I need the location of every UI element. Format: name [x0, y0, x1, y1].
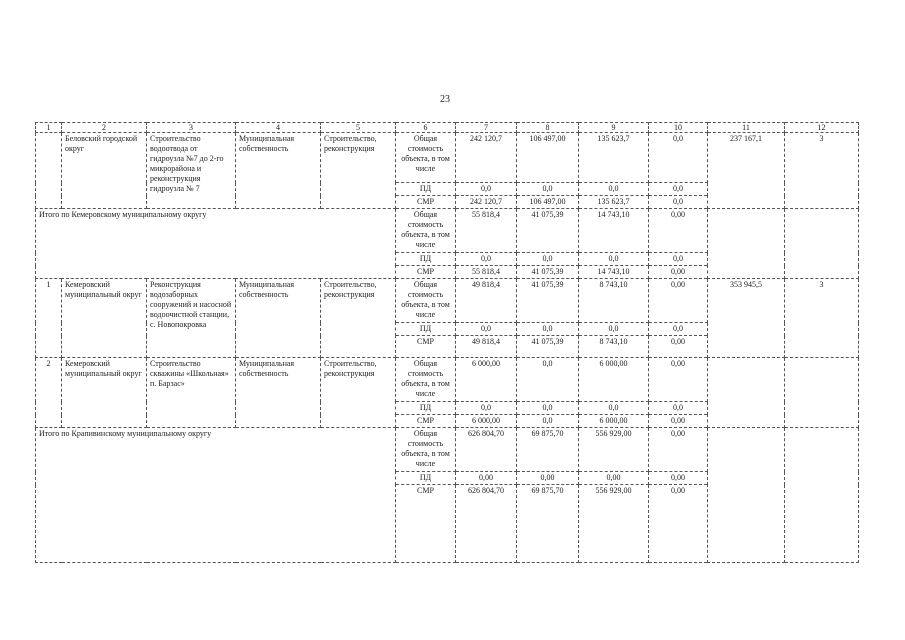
- value-cell: 0,0: [649, 323, 708, 336]
- value-cell: 0,0: [649, 253, 708, 266]
- cost-label-cell: СМР: [396, 336, 456, 358]
- cost-label-cell: СМР: [396, 196, 456, 209]
- empty-cell: [708, 209, 785, 279]
- value-cell: 242 120,7: [456, 196, 517, 209]
- value-cell: 0,0: [517, 323, 579, 336]
- value-cell: 6 000,00: [579, 358, 649, 402]
- total-label-cell: Итого по Крапивинскому муниципальному округу: [36, 428, 396, 563]
- value-cell: 6 000,00: [456, 415, 517, 428]
- cost-label-cell: ПД: [396, 472, 456, 485]
- cost-label-cell: СМР: [396, 266, 456, 279]
- value-cell: 0,0: [517, 183, 579, 196]
- value-cell: 0,0: [456, 183, 517, 196]
- value-cell: 14 743,10: [579, 209, 649, 253]
- table-row: [36, 358, 859, 402]
- page-number: 23: [440, 94, 450, 105]
- row-number-cell: [36, 133, 62, 209]
- column-number: 10: [649, 123, 708, 133]
- value-cell: 0,0: [456, 402, 517, 415]
- column-number: 12: [785, 123, 859, 133]
- column-number-row: [36, 123, 859, 133]
- table-row: [36, 279, 859, 323]
- value-cell: 0,0: [579, 323, 649, 336]
- empty-cell: [708, 428, 785, 563]
- value-cell: 3: [785, 133, 859, 209]
- value-cell: 0,0: [579, 253, 649, 266]
- column-number: 9: [579, 123, 649, 133]
- value-cell: 0,00: [649, 358, 708, 402]
- cost-label-cell: Общая стоимость объекта, в том числе: [396, 133, 456, 183]
- value-cell: 0,00: [649, 428, 708, 472]
- cost-label-cell: ПД: [396, 253, 456, 266]
- value-cell: 0,0: [456, 323, 517, 336]
- value-cell: 626 804,70: [456, 428, 517, 472]
- object-name-cell: Строительство скважины «Школьная» п. Барзас»: [147, 358, 236, 428]
- value-cell: 49 818,4: [456, 279, 517, 323]
- column-number: 5: [321, 123, 396, 133]
- cost-label-cell: ПД: [396, 402, 456, 415]
- value-cell: 626 804,70: [456, 485, 517, 563]
- value-cell: 0,0: [579, 183, 649, 196]
- value-cell: 0,00: [649, 485, 708, 563]
- column-number: 7: [456, 123, 517, 133]
- cost-label-cell: Общая стоимость объекта, в том числе: [396, 209, 456, 253]
- table-row: [36, 133, 859, 183]
- value-cell: 353 945,5: [708, 279, 785, 358]
- cost-label-cell: ПД: [396, 183, 456, 196]
- empty-cell: [785, 358, 859, 428]
- value-cell: 0,00: [649, 266, 708, 279]
- district-cell: Беловский городской округ: [62, 133, 147, 209]
- value-cell: 0,00: [649, 279, 708, 323]
- value-cell: 0,0: [649, 402, 708, 415]
- cost-label-cell: ПД: [396, 323, 456, 336]
- value-cell: 556 929,00: [579, 485, 649, 563]
- value-cell: 0,00: [649, 472, 708, 485]
- row-number-cell: 1: [36, 279, 62, 358]
- empty-cell: [785, 428, 859, 563]
- column-number: 11: [708, 123, 785, 133]
- cost-label-cell: Общая стоимость объекта, в том числе: [396, 279, 456, 323]
- column-number: 6: [396, 123, 456, 133]
- empty-cell: [785, 209, 859, 279]
- value-cell: 242 120,7: [456, 133, 517, 183]
- value-cell: 0,0: [649, 133, 708, 183]
- value-cell: 41 075,39: [517, 266, 579, 279]
- district-cell: Кемеровский муниципальный округ: [62, 279, 147, 358]
- value-cell: 0,0: [517, 415, 579, 428]
- table-row: [36, 428, 859, 472]
- value-cell: 41 075,39: [517, 279, 579, 323]
- cost-label-cell: Общая стоимость объекта, в том числе: [396, 358, 456, 402]
- value-cell: 0,0: [517, 402, 579, 415]
- value-cell: 0,0: [579, 402, 649, 415]
- value-cell: 69 875,70: [517, 428, 579, 472]
- table-row: [36, 209, 859, 253]
- value-cell: 55 818,4: [456, 266, 517, 279]
- value-cell: 556 929,00: [579, 428, 649, 472]
- work-type-cell: Строительство, реконструкция: [321, 133, 396, 209]
- investment-table: [35, 122, 859, 563]
- value-cell: 0,00: [456, 472, 517, 485]
- column-number: 8: [517, 123, 579, 133]
- cost-label-cell: СМР: [396, 415, 456, 428]
- value-cell: 14 743,10: [579, 266, 649, 279]
- value-cell: 41 075,39: [517, 336, 579, 358]
- cost-label-cell: СМР: [396, 485, 456, 563]
- column-number: 2: [62, 123, 147, 133]
- column-number: 4: [236, 123, 321, 133]
- value-cell: 8 743,10: [579, 336, 649, 358]
- row-number-cell: 2: [36, 358, 62, 428]
- value-cell: 3: [785, 279, 859, 358]
- work-type-cell: Строительство, реконструкция: [321, 358, 396, 428]
- value-cell: 6 000,00: [579, 415, 649, 428]
- value-cell: 69 875,70: [517, 485, 579, 563]
- value-cell: 41 075,39: [517, 209, 579, 253]
- value-cell: 0,0: [649, 196, 708, 209]
- column-number: 3: [147, 123, 236, 133]
- value-cell: 0,0: [517, 253, 579, 266]
- district-cell: Кемеровский муниципальный округ: [62, 358, 147, 428]
- object-name-cell: Строительство водоотвода от гидроузла №7 до 2-го микрорайона и реконструкция гидроузла № 7: [147, 133, 236, 209]
- value-cell: 0,0: [649, 183, 708, 196]
- value-cell: 8 743,10: [579, 279, 649, 323]
- value-cell: 0,00: [517, 472, 579, 485]
- value-cell: 0,00: [579, 472, 649, 485]
- value-cell: 49 818,4: [456, 336, 517, 358]
- value-cell: 237 167,1: [708, 133, 785, 209]
- value-cell: 135 623,7: [579, 133, 649, 183]
- object-name-cell: Реконструкция водозаборных сооружений и насосной водоочистной станции, с. Новопокровка: [147, 279, 236, 358]
- ownership-cell: Муниципальная собственность: [236, 279, 321, 358]
- value-cell: 135 623,7: [579, 196, 649, 209]
- value-cell: 0,00: [649, 415, 708, 428]
- value-cell: 106 497,00: [517, 196, 579, 209]
- ownership-cell: Муниципальная собственность: [236, 358, 321, 428]
- empty-cell: [708, 358, 785, 428]
- value-cell: 0,0: [517, 358, 579, 402]
- total-label-cell: Итого по Кемеровскому муниципальному округу: [36, 209, 396, 279]
- work-type-cell: Строительство, реконструкция: [321, 279, 396, 358]
- value-cell: 0,0: [456, 253, 517, 266]
- value-cell: 55 818,4: [456, 209, 517, 253]
- column-number: 1: [36, 123, 62, 133]
- value-cell: 106 497,00: [517, 133, 579, 183]
- value-cell: 6 000,00: [456, 358, 517, 402]
- cost-label-cell: Общая стоимость объекта, в том числе: [396, 428, 456, 472]
- value-cell: 0,00: [649, 336, 708, 358]
- ownership-cell: Муниципальная собственность: [236, 133, 321, 209]
- value-cell: 0,00: [649, 209, 708, 253]
